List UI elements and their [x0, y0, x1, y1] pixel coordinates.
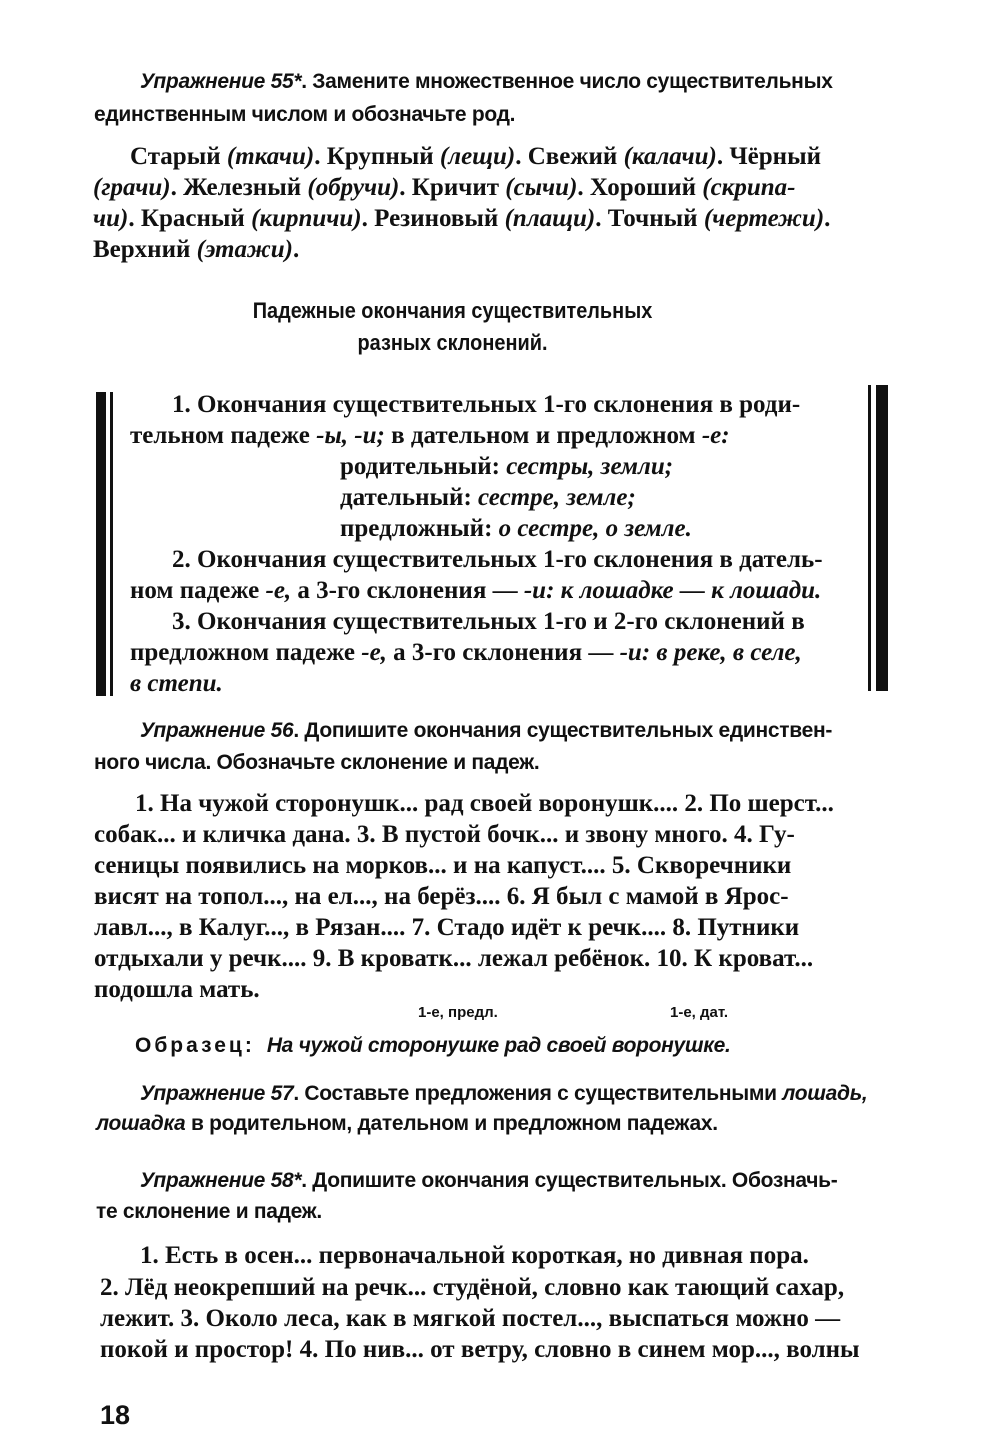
rule-line-7 — [130, 577, 821, 605]
text-run: родительный: — [340, 453, 507, 480]
text-run: 3. Окончания существительных 1-го и 2-го склонений в — [172, 608, 805, 635]
ex56-annotation-2: 1-е, дат. — [670, 1004, 729, 1021]
text-run: предложном падеже — [130, 639, 362, 666]
text-run: Верхний — [93, 236, 197, 263]
text-run: (грачи) — [93, 174, 171, 201]
text-run: . Железный — [170, 174, 308, 201]
text-run: в родительном, дательном и предложном падежах. — [185, 1112, 718, 1135]
text-run: чи) — [93, 205, 129, 232]
ex57-line-1 — [140, 1082, 867, 1106]
text-run: (плащи) — [504, 205, 596, 232]
text-run: тельном падеже — [130, 422, 317, 449]
text-run: ного числа. Обозначьте склонение и падеж. — [94, 751, 540, 774]
text-run: в степи. — [130, 670, 223, 697]
ex55-body-line-3 — [93, 205, 830, 233]
ex58-body-line-2: 2. Лёд неокрепший на речк... студёной, словно как тающий сахар, — [100, 1274, 845, 1301]
text-run: Упражнение 57 — [140, 1082, 294, 1105]
ex55-line-1 — [140, 70, 833, 94]
section-heading-line-1: Падежные окончания существительных — [252, 298, 653, 323]
text-run: (кирпичи) — [251, 205, 362, 232]
ex56-line-2 — [94, 751, 539, 775]
text-run: лошадка — [96, 1112, 186, 1135]
text-run: о сестре, о земле. — [498, 515, 692, 542]
text-run: (сычи) — [505, 174, 578, 201]
ex58-body-line-3: лежит. 3. Около леса, как в мягкой постел..., выспаться можно — — [100, 1305, 841, 1332]
text-run: . Крупный — [314, 143, 440, 170]
text-run: -ы, -и; — [316, 422, 385, 449]
rule-line-9 — [130, 639, 802, 667]
ex55-body-line-4 — [93, 236, 299, 264]
text-run: 1. Окончания существительных 1-го склонения в роди- — [172, 391, 801, 418]
text-run: -и: в реке, в селе, — [619, 639, 802, 666]
ex55-body-line-2 — [93, 174, 796, 202]
text-run: Старый — [130, 143, 227, 170]
text-run: -е, — [361, 639, 387, 666]
text-run: а 3-го склонения — — [291, 577, 524, 604]
page-number: 18 — [100, 1400, 131, 1430]
rule-line-8 — [172, 608, 805, 636]
text-run: . Допишите окончания существительных единствен- — [293, 719, 833, 742]
ex56-body-line-4: висят на топол..., на ел..., на берёз.... 6. Я был с мамой в Ярос- — [94, 883, 789, 910]
rule-right-bar-thick — [876, 385, 888, 691]
rule-line-10 — [130, 670, 223, 698]
rule-line-5 — [340, 515, 692, 543]
text-run: а 3-го склонения — — [386, 639, 620, 666]
text-run: . — [293, 236, 300, 263]
text-run: . Резиновый — [361, 205, 505, 232]
rule-left-bar-thick — [96, 392, 106, 696]
rule-line-6 — [172, 546, 823, 574]
ex56-body-line-7: подошла мать. — [94, 976, 260, 1003]
rule-line-3 — [340, 453, 673, 481]
ex56-body-line-5: лавл..., в Калуг..., в Рязан.... 7. Стадо идёт к речк.... 8. Путники — [94, 914, 800, 941]
ex58-line-2 — [96, 1200, 322, 1224]
text-run: . — [824, 205, 831, 232]
text-run: сестры, земли; — [506, 453, 674, 480]
text-run: (этажи) — [196, 236, 293, 263]
text-run: предложный: — [340, 515, 499, 542]
text-run: -и: к лошадке — к лошади. — [523, 577, 822, 604]
ex56-body-line-6: отдыхали у речк.... 9. В кроватк... лежал ребёнок. 10. К кроват... — [94, 945, 814, 972]
section-heading-line-2: разных склонений. — [357, 330, 548, 355]
rule-line-2 — [130, 422, 730, 450]
text-run: . Составьте предложения с существительными — [293, 1082, 783, 1105]
ex56-body-line-2: собак... и кличка дана. 3. В пустой бочк... и звону много. 4. Гу- — [94, 821, 795, 848]
text-run: Упражнение 56 — [140, 719, 294, 742]
text-run: лошадь, — [782, 1082, 868, 1105]
text-run: (обручи) — [307, 174, 400, 201]
ex56-sample-text: На чужой сторонушке рад своей воронушке. — [266, 1034, 731, 1057]
ex58-line-1 — [140, 1169, 837, 1193]
text-run: . Хороший — [577, 174, 703, 201]
text-run: . Чёрный — [716, 143, 821, 170]
text-run: . Замените множественное число существительных — [301, 70, 833, 93]
ex56-line-1 — [140, 719, 832, 743]
text-run: Упражнение 58* — [140, 1169, 302, 1192]
text-run: (ткачи) — [226, 143, 315, 170]
rule-line-4 — [340, 484, 636, 512]
text-run: . Свежий — [515, 143, 624, 170]
ex56-annotation-1: 1-е, предл. — [418, 1004, 498, 1021]
text-run: . Точный — [595, 205, 704, 232]
ex56-body-line-1: 1. На чужой сторонушк... рад своей воронушк.... 2. По шерст... — [135, 790, 834, 817]
text-run: . Красный — [128, 205, 252, 232]
ex57-line-2 — [96, 1112, 718, 1136]
rule-left-bar-thin — [110, 392, 113, 696]
ex55-body-line-1 — [130, 143, 821, 171]
text-run: (калачи) — [623, 143, 717, 170]
text-run: 2. Окончания существительных 1-го склонения в датель- — [172, 546, 823, 573]
text-run: сестре, земле; — [478, 484, 636, 511]
ex58-body-line-1: 1. Есть в осен... первоначальной короткая, но дивная пора. — [140, 1242, 809, 1269]
text-run: -е: — [701, 422, 730, 449]
text-run: (чертежи) — [703, 205, 825, 232]
ex56-body-line-3: сеницы появились на морков... и на капуст.... 5. Скворечники — [94, 852, 792, 879]
text-run: в дательном и предложном — [384, 422, 702, 449]
ex55-line-2 — [94, 103, 515, 127]
text-run: Упражнение 55* — [140, 70, 302, 93]
text-run: . Кричит — [399, 174, 506, 201]
ex56-sample-label: Образец: — [135, 1034, 255, 1057]
rule-line-1 — [172, 391, 800, 419]
text-run: (лещи) — [439, 143, 516, 170]
text-run: -е, — [265, 577, 292, 604]
text-run: дательный: — [340, 484, 479, 511]
rule-right-bar-thin — [868, 385, 871, 691]
ex56-sample — [135, 1034, 731, 1058]
text-run: единственным числом и обозначьте род. — [94, 103, 516, 126]
text-run: . Допишите окончания существительных. Обозначь- — [301, 1169, 838, 1192]
ex58-body-line-4: покой и простор! 4. По нив... от ветру, словно в синем мор..., волны — [100, 1336, 860, 1363]
text-run: те склонение и падеж. — [96, 1200, 322, 1223]
text-run: ном падеже — [130, 577, 266, 604]
text-run: (скрипа- — [702, 174, 796, 201]
